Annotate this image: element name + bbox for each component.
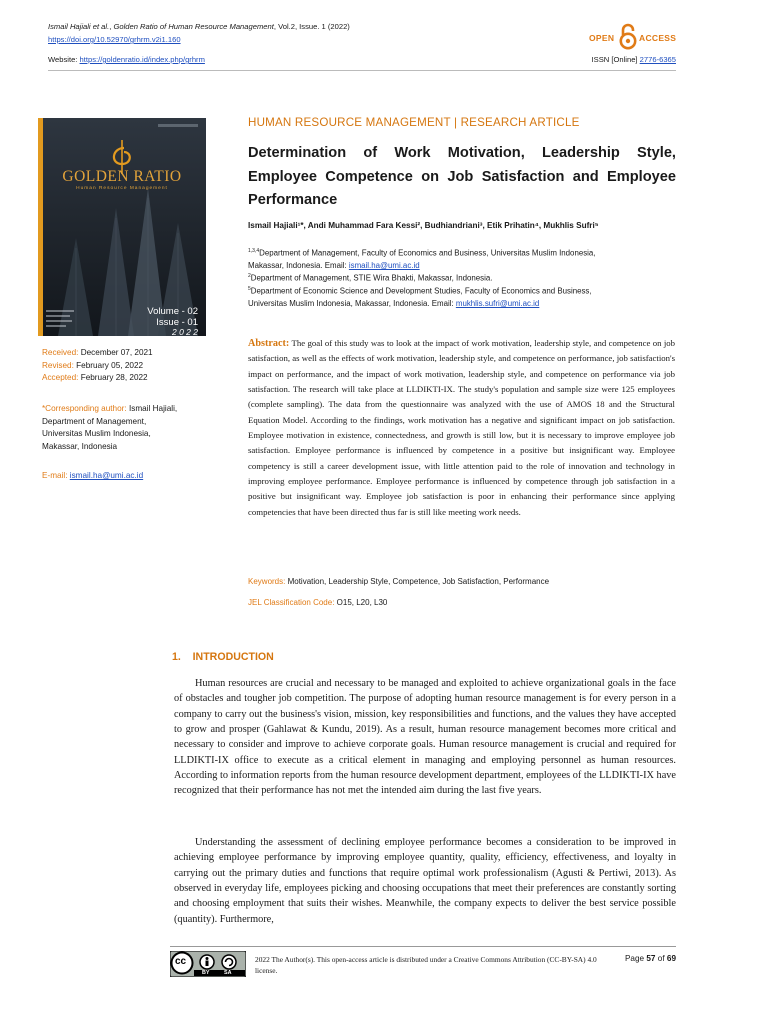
page-of: of: [657, 954, 665, 963]
abstract-text: The goal of this study was to look at the impact of work motivation, leadership style, and competence on job satisfaction, as well as the effects of work motivation, leadership style, and competence on performance, job satisfaction's impact on performance, and the impact of work motivation, leadership style, and competence on performance via job satisfaction. The research will take place at LLDIKTI-IX. The study's population and sample size were 125 employees (complete sampling). The data from the questionnaire was analyzed with the use of AMOS 18 and the Structural Equation Model. According to the findings, work motivation has a negative and significant impact on job satisfaction. Employee motivation in existence, connectedness, and growth is still low, but it is necessary to improve employee job satisfaction. Employee performance is influenced by competence in a positive but insignificant way. Employee competency is still a career development issue, with little attention paid to the role of innovation and technology in improving employee performance. Employee performance is influenced by competence through job satisfaction in a positive but insignificant way. Employee job satisfaction is poor in enhancing their performance since applying competencies that have been directed thus far is still like meeting work needs.: [248, 338, 676, 517]
accepted-value: February 28, 2022: [80, 373, 148, 383]
corresponding-author: [42, 403, 177, 453]
cc-by-label: BY: [202, 970, 210, 976]
email-row: [42, 470, 143, 483]
footer-divider: [170, 946, 676, 947]
doi-link[interactable]: https://doi.org/10.52970/grhrm.v2i1.160: [48, 35, 181, 44]
revised-row: [42, 360, 153, 373]
citation-line: Ismail Hajiali et al., Golden Ratio of Human Resource Management, Vol.2, Issue. 1 (2022): [48, 22, 350, 31]
accepted-label: Accepted:: [42, 373, 79, 383]
open-access-right: ACCESS: [639, 33, 677, 43]
cover-volume: Volume - 02: [147, 306, 198, 317]
cc-label: cc: [175, 956, 187, 967]
corresponding-line: Makassar, Indonesia: [42, 441, 118, 451]
open-lock-icon: [619, 22, 637, 50]
abstract-label: Abstract:: [248, 338, 290, 349]
received-row: [42, 347, 153, 360]
article-title: Determination of Work Motivation, Leadership Style, Employee Competence on Job Satisfaction and Employee Performance: [248, 145, 676, 208]
received-value: December 07, 2021: [80, 348, 153, 357]
cc-license-badge[interactable]: [170, 951, 246, 977]
citation-volume: Vol.2, Issue. 1 (2022): [278, 22, 350, 31]
affiliation-text: Department of Economic Science and Development Studies, Faculty of Economics and Business,: [250, 286, 592, 296]
article-dates: [42, 347, 153, 385]
affiliation-text: Universitas Muslim Indonesia, Makassar, Indonesia. Email:: [248, 299, 456, 309]
journal-cover-image: [38, 118, 206, 336]
received-label: Received:: [42, 348, 79, 357]
issn: [592, 55, 676, 64]
license-text: 2022 The Author(s). This open-access article is distributed under a Creative Commons Attribution (CC-BY-SA) 4.0 license.: [255, 955, 597, 975]
corresponding-label: *Corresponding author:: [42, 404, 127, 413]
email-link[interactable]: ismail.ha@umi.ac.id: [69, 471, 144, 480]
affiliation-text: Department of Management, STIE Wira Bhakti, Makassar, Indonesia.: [250, 273, 493, 283]
keywords-label: Keywords:: [248, 577, 286, 586]
doi-link-row: [48, 35, 181, 44]
page-current: 57: [646, 954, 656, 963]
revised-label: Revised:: [42, 360, 74, 370]
page-prefix: Page: [624, 954, 645, 963]
affiliation-sup: 1,3,4: [248, 248, 260, 254]
intro-paragraph-2: Understanding the assessment of declining employee performance becomes a consideration to be improved in achieving employee performance by improving employee quantity, quality, efficiency, effectiveness, and loyalty in carrying out the primary duties and functions that require optimal work professionalism (Agusti & Pertiwi, 2013). As observed in everyday life, employees picking and choosing occupations that meet their preferences are constantly sorting and choosing employment that suits their wishes. Meanwhile, the company expects to deliver the best service possible (quantity). Furthermore,: [174, 837, 676, 925]
cover-year: 2 0 2 2: [172, 327, 198, 336]
open-access-left: OPEN: [589, 33, 615, 43]
email-label: E-mail:: [42, 471, 68, 480]
accepted-row: [42, 372, 153, 385]
website-link[interactable]: https://goldenratio.id/index.php/grhrm: [79, 55, 205, 64]
issn-label: ISSN [Online]: [591, 55, 638, 64]
affiliation-sup: 2: [248, 273, 251, 279]
affiliation-text: Makassar, Indonesia. Email:: [248, 261, 349, 271]
website-label: Website:: [48, 55, 78, 64]
author-list: Ismail Hajiali¹*, Andi Muhammad Fara Kessi², Budhiandriani³, Etik Prihatin⁴, Mukhlis Sufri⁵: [248, 221, 599, 230]
corresponding-name: Ismail Hajiali,: [128, 404, 178, 413]
affiliation-email[interactable]: ismail.ha@umi.ac.id: [348, 261, 420, 271]
cover-issue: Issue - 01: [156, 317, 198, 328]
jel-label: JEL Classification Code:: [248, 598, 335, 607]
corresponding-line: Department of Management,: [42, 416, 147, 426]
introduction-heading: 1. INTRODUCTION: [172, 651, 274, 663]
jel-codes: [248, 598, 387, 607]
affiliation-3: [248, 283, 678, 311]
affiliation-sup: 5: [248, 286, 251, 292]
affiliation-text: Department of Management, Faculty of Economics and Business, Universitas Muslim Indonesia,: [259, 248, 596, 258]
page-number: [625, 954, 676, 963]
cover-subtitle: Human Resource Management: [76, 186, 168, 191]
page-total: 69: [666, 954, 676, 963]
cover-title: GOLDEN RATIO: [62, 168, 182, 185]
cover-art: [38, 118, 206, 336]
keywords-value: Motivation, Leadership Style, Competence, Job Satisfaction, Performance: [287, 577, 550, 586]
cc-sa-label: SA: [224, 970, 232, 976]
header-divider: [48, 70, 676, 71]
corresponding-line: Universitas Muslim Indonesia,: [42, 429, 151, 439]
citation-authors: Ismail Hajiali et al.: [48, 22, 110, 31]
citation-journal: Golden Ratio of Human Resource Management: [113, 22, 274, 31]
intro-paragraph-1: Human resources are crucial and necessary to be managed and exploited to achieve organizational goals in the face of obstacles and tougher job competition. The purpose of adopting human resource management is for every person in a company to carry out the business's vision, mission, key responsibilities and functions, and the values they have accepted to grow and prosper (Gahlawat & Kundu, 2019). As a result, human resource management becomes more critical and necessary to consider and improve to achieve corporate goals. Human resource management is crucial and required for LLDIKTI-IX office to execute as a critical element in managing and employing personnel as human resources. According to information reports from the human resource development department, employees of the LLDIKTI-IX have recognized that their performance has not met the intended aim during the last five years.: [174, 678, 676, 797]
affiliation-1: [248, 245, 678, 273]
keywords: [248, 577, 549, 586]
open-access-logo: [589, 22, 681, 50]
affiliation-email[interactable]: mukhlis.sufri@umi.ac.id: [455, 299, 540, 309]
section-tag: HUMAN RESOURCE MANAGEMENT | RESEARCH ARTICLE: [248, 116, 580, 129]
revised-value: February 05, 2022: [76, 360, 144, 370]
abstract: [248, 336, 675, 520]
jel-value: O15, L20, L30: [336, 598, 388, 607]
website-row: [48, 55, 205, 64]
issn-link[interactable]: 2776-6365: [639, 55, 676, 64]
